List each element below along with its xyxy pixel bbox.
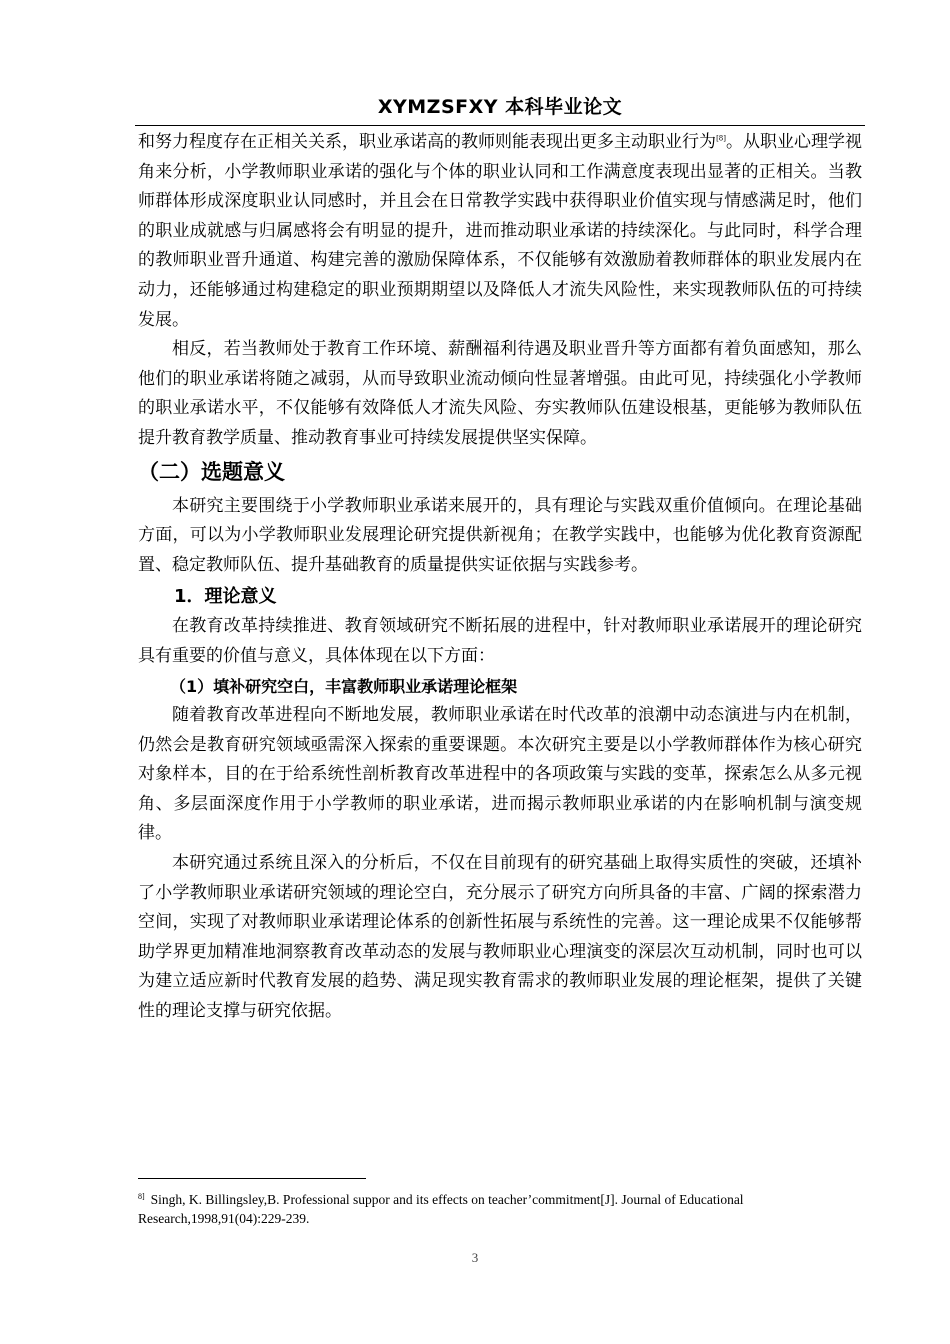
header-rule: [135, 125, 865, 126]
running-header: XYMZSFXY 本科毕业论文: [377, 96, 623, 118]
footnote-text-1: Singh, K. Billingsley,B. Professional suppor and its effects on teacher’commitment[J]. Journal of Educational: [150, 1192, 744, 1207]
paragraph-1-rest: 。从职业心理学视角来分析，小学教师职业承诺的强化与个体的职业认同和工作满意度表现出显著的正相关。当教师群体形成深度职业认同感时，并且会在日常教学实践中获得职业价值实现与情感满足时，他们的职业成就感与归属感将会有明显的提升，进而推动职业承诺的持续深化。与此同时，科学合理的教师职业晋升通道、构建完善的激励保障体系，不仅能够有效激励着教师群体的职业发展内在动力，还能够通过构建稳定的职业预期期望以及降低人才流失风险性，来实现教师队伍的可持续发展。: [138, 132, 862, 330]
subsection-heading-1: 1．理论意义: [174, 586, 277, 608]
paragraph-1-text: 和努力程度存在正相关关系，职业承诺高的教师则能表现出更多主动职业行为: [138, 132, 717, 152]
paragraph-3: 本研究主要围绕于小学教师职业承诺来展开的，具有理论与实践双重价值倾向。在理论基础方面，可以为小学教师职业发展理论研究提供新视角；在教学实践中，也能够为优化教育资源配置、稳定教师队伍、提升基础教育的质量提供实证依据与实践参考。: [138, 495, 862, 575]
footnote-mark: 8]: [138, 1191, 145, 1201]
page-number: 3: [471, 1250, 479, 1265]
subsubsection-heading-1: （1）填补研究空白，丰富教师职业承诺理论框架: [170, 676, 518, 696]
main-text: [138, 128, 862, 1027]
footnote-line-2: Research,1998,91(04):229-239.: [138, 1211, 310, 1226]
citation-ref[interactable]: [8]: [716, 134, 726, 143]
paragraph-1: [138, 128, 862, 335]
footnote-line-1: [138, 1190, 838, 1209]
paragraph-2: 相反，若当教师处于教育工作环境、薪酬福利待遇及职业晋升等方面都有着负面感知，那么他们的职业承诺将随之减弱，从而导致职业流动倾向性显著增强。由此可见，持续强化小学教师的职业承诺水平，不仅能够有效降低人才流失风险、夯实教师队伍建设根基，更能够为教师队伍提升教育教学质量、推动教育事业可持续发展提供坚实保障。: [138, 339, 862, 448]
footnote-rule: [138, 1178, 366, 1179]
paragraph-5: 随着教育改革进程向不断地发展，教师职业承诺在时代改革的浪潮中动态演进与内在机制，仍然会是教育研究领域亟需深入探索的重要课题。本次研究主要是以小学教师群体作为核心研究对象样本，目的在于给系统性剖析教育改革进程中的各项政策与实践的变革，探索怎么从多元视角、多层面深度作用于小学教师的职业承诺，进而揭示教师职业承诺的内在影响机制与演变规律。: [138, 705, 862, 844]
paragraph-6: 本研究通过系统且深入的分析后，不仅在目前现有的研究基础上取得实质性的突破，还填补了小学教师职业承诺研究领域的理论空白，充分展示了研究方向所具备的丰富、广阔的探索潜力空间，实现了对教师职业承诺理论体系的创新性拓展与系统性的完善。这一理论成果不仅能够帮助学界更加精准地洞察教育改革动态的发展与教师职业心理演变的深层次互动机制，同时也可以为建立适应新时代教育发展的趋势、满足现实教育需求的教师职业发展的理论框架，提供了关键性的理论支撑与研究依据。: [138, 853, 862, 1022]
footnote: [138, 1190, 838, 1228]
section-heading-2: （二）选题意义: [138, 459, 285, 484]
paragraph-4: 在教育改革持续推进、教育领域研究不断拓展的进程中，针对教师职业承诺展开的理论研究具有重要的价值与意义，具体体现在以下方面：: [138, 616, 862, 666]
